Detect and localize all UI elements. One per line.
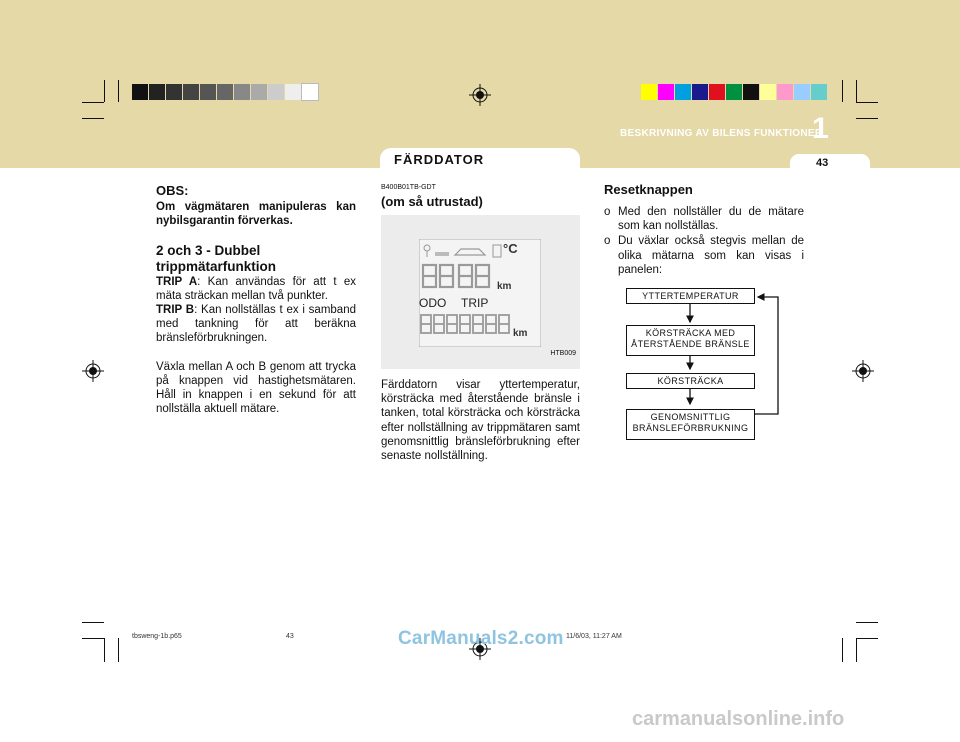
page-title-tab <box>380 148 580 170</box>
calibration-swatch <box>166 84 182 100</box>
bullet-marker: o <box>604 235 611 248</box>
calibration-swatch <box>183 84 199 100</box>
reset-heading: Resetknappen <box>604 182 693 197</box>
calibration-swatch <box>149 84 165 100</box>
calibration-swatch <box>777 84 793 100</box>
temp-unit: °C <box>503 241 518 256</box>
trip-heading: 2 och 3 - Dubbel trippmätarfunktion <box>156 242 276 274</box>
calibration-swatch <box>251 84 267 100</box>
trip-b-label: TRIP B <box>156 304 195 317</box>
left-column <box>156 184 356 416</box>
crop-mark <box>842 80 843 102</box>
crop-mark <box>82 638 104 639</box>
crop-mark <box>118 638 119 662</box>
switch-paragraph: Växla mellan A och B genom att trycka på knappen vid hastighetsmätaren. Håll in knappen i en sekund för att nollställa aktuell mätare. <box>156 360 356 416</box>
watermark-logo: CarManuals2.com <box>398 628 564 649</box>
crop-mark <box>104 638 105 662</box>
calibration-swatch <box>132 84 148 100</box>
footer-file: tbsweng-1b.p65 <box>132 633 182 640</box>
calibration-swatch <box>200 84 216 100</box>
crop-mark <box>118 80 119 102</box>
crop-mark <box>856 622 878 623</box>
calibration-swatch <box>268 84 284 100</box>
flow-box-temperature: YTTERTEMPERATUR <box>626 288 755 304</box>
registration-mark-icon <box>82 360 104 382</box>
footer-page: 43 <box>286 633 294 640</box>
footer-timestamp: 11/6/03, 11:27 AM <box>566 633 622 640</box>
reset-bullet-list <box>604 205 804 278</box>
obs-text: Om vägmätaren manipuleras kan nybilsgarantin förverkas. <box>156 201 356 228</box>
trip-b-text: : Kan nollställas t ex i samband med tankning för att beräkna bränsleförbrukningen. <box>156 304 356 345</box>
calibration-swatch <box>709 84 725 100</box>
crop-mark <box>856 638 878 639</box>
watermark-bottom: carmanualsonline.info <box>632 708 845 730</box>
crop-mark <box>842 638 843 662</box>
calibration-swatch <box>692 84 708 100</box>
display-illustration <box>381 215 580 369</box>
calibration-swatch <box>743 84 759 100</box>
calibration-swatch <box>302 84 318 100</box>
bullet-marker: o <box>604 206 611 218</box>
obs-heading: OBS: <box>156 183 189 198</box>
page-title: FÄRDDATOR <box>394 152 485 167</box>
calibration-swatch <box>726 84 742 100</box>
crop-mark <box>82 622 104 623</box>
registration-mark-icon <box>852 360 874 382</box>
calibration-swatch <box>658 84 674 100</box>
calibration-swatch <box>675 84 691 100</box>
reference-code: B400B01TB-GDT <box>381 184 436 191</box>
trip-computer-display-icon <box>419 239 541 347</box>
crop-mark <box>104 80 105 102</box>
calibration-swatch <box>285 84 301 100</box>
crop-mark <box>856 80 857 102</box>
section-title: BESKRIVNING AV BILENS FUNKTIONER <box>620 128 823 139</box>
chapter-number: 1 <box>812 112 829 145</box>
odo-label: ODO <box>419 296 447 310</box>
crop-mark <box>82 102 104 103</box>
crop-mark <box>856 118 878 119</box>
trip-a-paragraph <box>156 275 356 303</box>
flow-box-consumption: GENOMSNITTLIG BRÄNSLEFÖRBRUKNING <box>626 409 755 440</box>
trip-a-text: : Kan användas för att t ex mäta sträckan mellan två punkter. <box>156 275 357 302</box>
crop-mark <box>856 102 878 103</box>
calibration-swatch <box>641 84 657 100</box>
calibration-swatch <box>217 84 233 100</box>
registration-mark-icon <box>469 84 491 106</box>
page-number-tab <box>790 154 870 172</box>
flow-box-range: KÖRSTRÄCKA MED ÅTERSTÅENDE BRÄNSLE <box>626 325 755 356</box>
subtitle: (om så utrustad) <box>381 194 483 209</box>
trip-b-paragraph <box>156 303 356 346</box>
trip-a-label: TRIP A <box>156 275 198 288</box>
calibration-swatch <box>234 84 250 100</box>
calibration-swatch <box>794 84 810 100</box>
list-item: o Du växlar också stegvis mellan de olika mätarna som kan visas i panelen: <box>604 235 804 276</box>
calibration-swatch <box>760 84 776 100</box>
crop-mark <box>82 118 104 119</box>
trip-computer-paragraph: Färddatorn visar yttertemperatur, körsträcka med återstående bränsle i tanken, total körsträcka och körsträcka efter nollställning av trippmätaren samt genomsnittlig bränsleförbrukning efter senaste nollställning. <box>381 379 580 463</box>
calibration-swatch <box>811 84 827 100</box>
trip-label: TRIP <box>461 296 489 310</box>
page-number: 43 <box>816 157 829 169</box>
flow-box-distance: KÖRSTRÄCKA <box>626 373 755 389</box>
list-item: o Med den nollställer du de mätare som kan nollställas. <box>604 206 804 233</box>
image-code: HTB009 <box>550 350 576 357</box>
crop-mark <box>856 638 857 662</box>
km-label-bottom: km <box>513 328 528 339</box>
km-label-top: km <box>497 281 512 292</box>
